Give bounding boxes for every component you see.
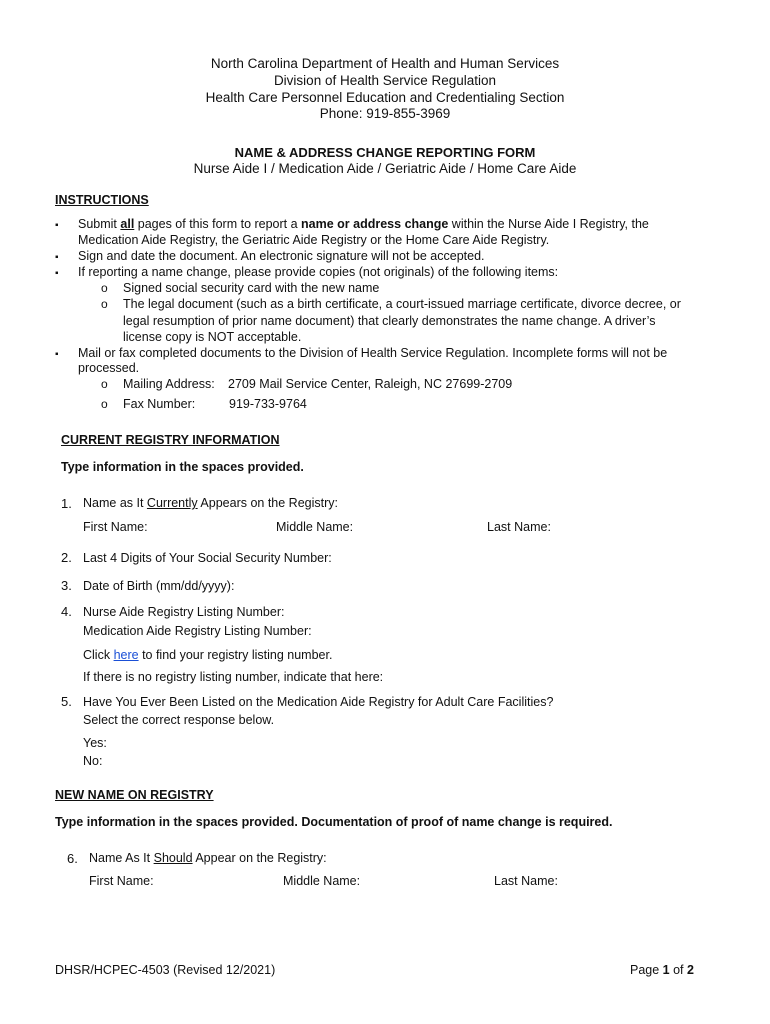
mailing-address-value: 2709 Mail Service Center, Raleigh, NC 27699-2709 [228,377,513,391]
question-number: 1. [61,496,72,511]
med-aide-adult-care-question: Have You Ever Been Listed on the Medication Aide Registry for Adult Care Facilities? [83,695,554,709]
instruction-submit: Submit all pages of this form to report a name or address change within the Nurse Aide I Registry, the [78,217,649,231]
question-number: 5. [61,694,72,709]
no-option[interactable]: No: [83,754,103,768]
page-number: Page 1 of 2 [630,963,694,977]
header-section: Health Care Personnel Education and Credentialing Section [205,90,565,105]
yes-option[interactable]: Yes: [83,736,107,750]
header-division: Division of Health Service Regulation [273,73,497,88]
new-name-heading: NEW NAME ON REGISTRY [55,788,214,802]
fax-number-value: 919-733-9764 [229,397,307,411]
medication-aide-listing-field[interactable]: Medication Aide Registry Listing Number: [83,624,312,638]
new-last-name-field[interactable]: Last Name: [494,874,558,888]
sub-bullet-icon: o [101,281,108,295]
instruction-copies: If reporting a name change, please provide copies (not originals) of the following items: [78,265,559,279]
current-registry-instruction: Type information in the spaces provided. [61,460,304,474]
current-last-name-field[interactable]: Last Name: [487,520,551,534]
new-first-name-field[interactable]: First Name: [89,874,154,888]
header-department: North Carolina Department of Health and Human Services [210,56,560,71]
bullet-icon: ▪ [55,349,59,360]
current-registry-heading: CURRENT REGISTRY INFORMATION [61,433,280,447]
form-title: NAME & ADDRESS CHANGE REPORTING FORM [234,145,536,160]
bullet-icon: ▪ [55,252,59,263]
sub-bullet-icon: o [101,397,108,411]
current-first-name-field[interactable]: First Name: [83,520,148,534]
header-phone: Phone: 919-855-3969 [319,106,451,121]
question-number: 3. [61,578,72,593]
nurse-aide-listing-field[interactable]: Nurse Aide Registry Listing Number: [83,605,285,619]
sub-bullet-icon: o [101,377,108,391]
instruction-mail-fax-line2: processed. [78,361,140,375]
sub-bullet-icon: o [101,297,108,311]
instructions-heading: INSTRUCTIONS [55,193,149,207]
bullet-icon: ▪ [55,268,59,279]
instruction-legal-doc: The legal document (such as a birth certificate, a court-issued marriage certificate, divorce decree, or [123,297,681,311]
current-name-question: Name as It Currently Appears on the Registry: [83,496,338,510]
fax-number-label: Fax Number: [123,397,196,411]
instruction-ss-card: Signed social security card with the new name [123,281,380,295]
find-listing-text: Click here to find your registry listing number. [83,648,333,662]
date-of-birth-field[interactable]: Date of Birth (mm/dd/yyyy): [83,579,235,593]
bullet-icon: ▪ [55,220,59,231]
new-middle-name-field[interactable]: Middle Name: [283,874,361,888]
question-number: 6. [67,851,78,866]
new-name-instruction: Type information in the spaces provided. Documentation of proof of name change is required. [55,815,613,829]
instruction-legal-doc-line3: license copy is NOT acceptable. [123,330,302,344]
instruction-submit-line2: Medication Aide Registry, the Geriatric Aide Registry or the Home Care Aide Registry. [78,233,550,247]
mailing-address-label: Mailing Address: [123,377,215,391]
form-identifier: DHSR/HCPEC-4503 (Revised 12/2021) [55,963,276,977]
med-aide-select-instruction: Select the correct response below. [83,713,275,727]
form-subtitle: Nurse Aide I / Medication Aide / Geriatric Aide / Home Care Aide [193,161,577,176]
instruction-mail-fax: Mail or fax completed documents to the Division of Health Service Regulation. Incomplete forms will not be [78,346,668,360]
instruction-sign: Sign and date the document. An electronic signature will not be accepted. [78,249,485,263]
current-middle-name-field[interactable]: Middle Name: [276,520,354,534]
here-link[interactable]: here [113,648,139,662]
new-name-question: Name As It Should Appear on the Registry: [89,851,327,865]
question-number: 4. [61,604,72,619]
instruction-legal-doc-line2: legal resumption of prior name document) that clearly demonstrates the name change. A driver’s [123,314,656,328]
question-number: 2. [61,550,72,565]
no-listing-field[interactable]: If there is no registry listing number, indicate that here: [83,670,384,684]
ssn-last4-field[interactable]: Last 4 Digits of Your Social Security Number: [83,551,332,565]
